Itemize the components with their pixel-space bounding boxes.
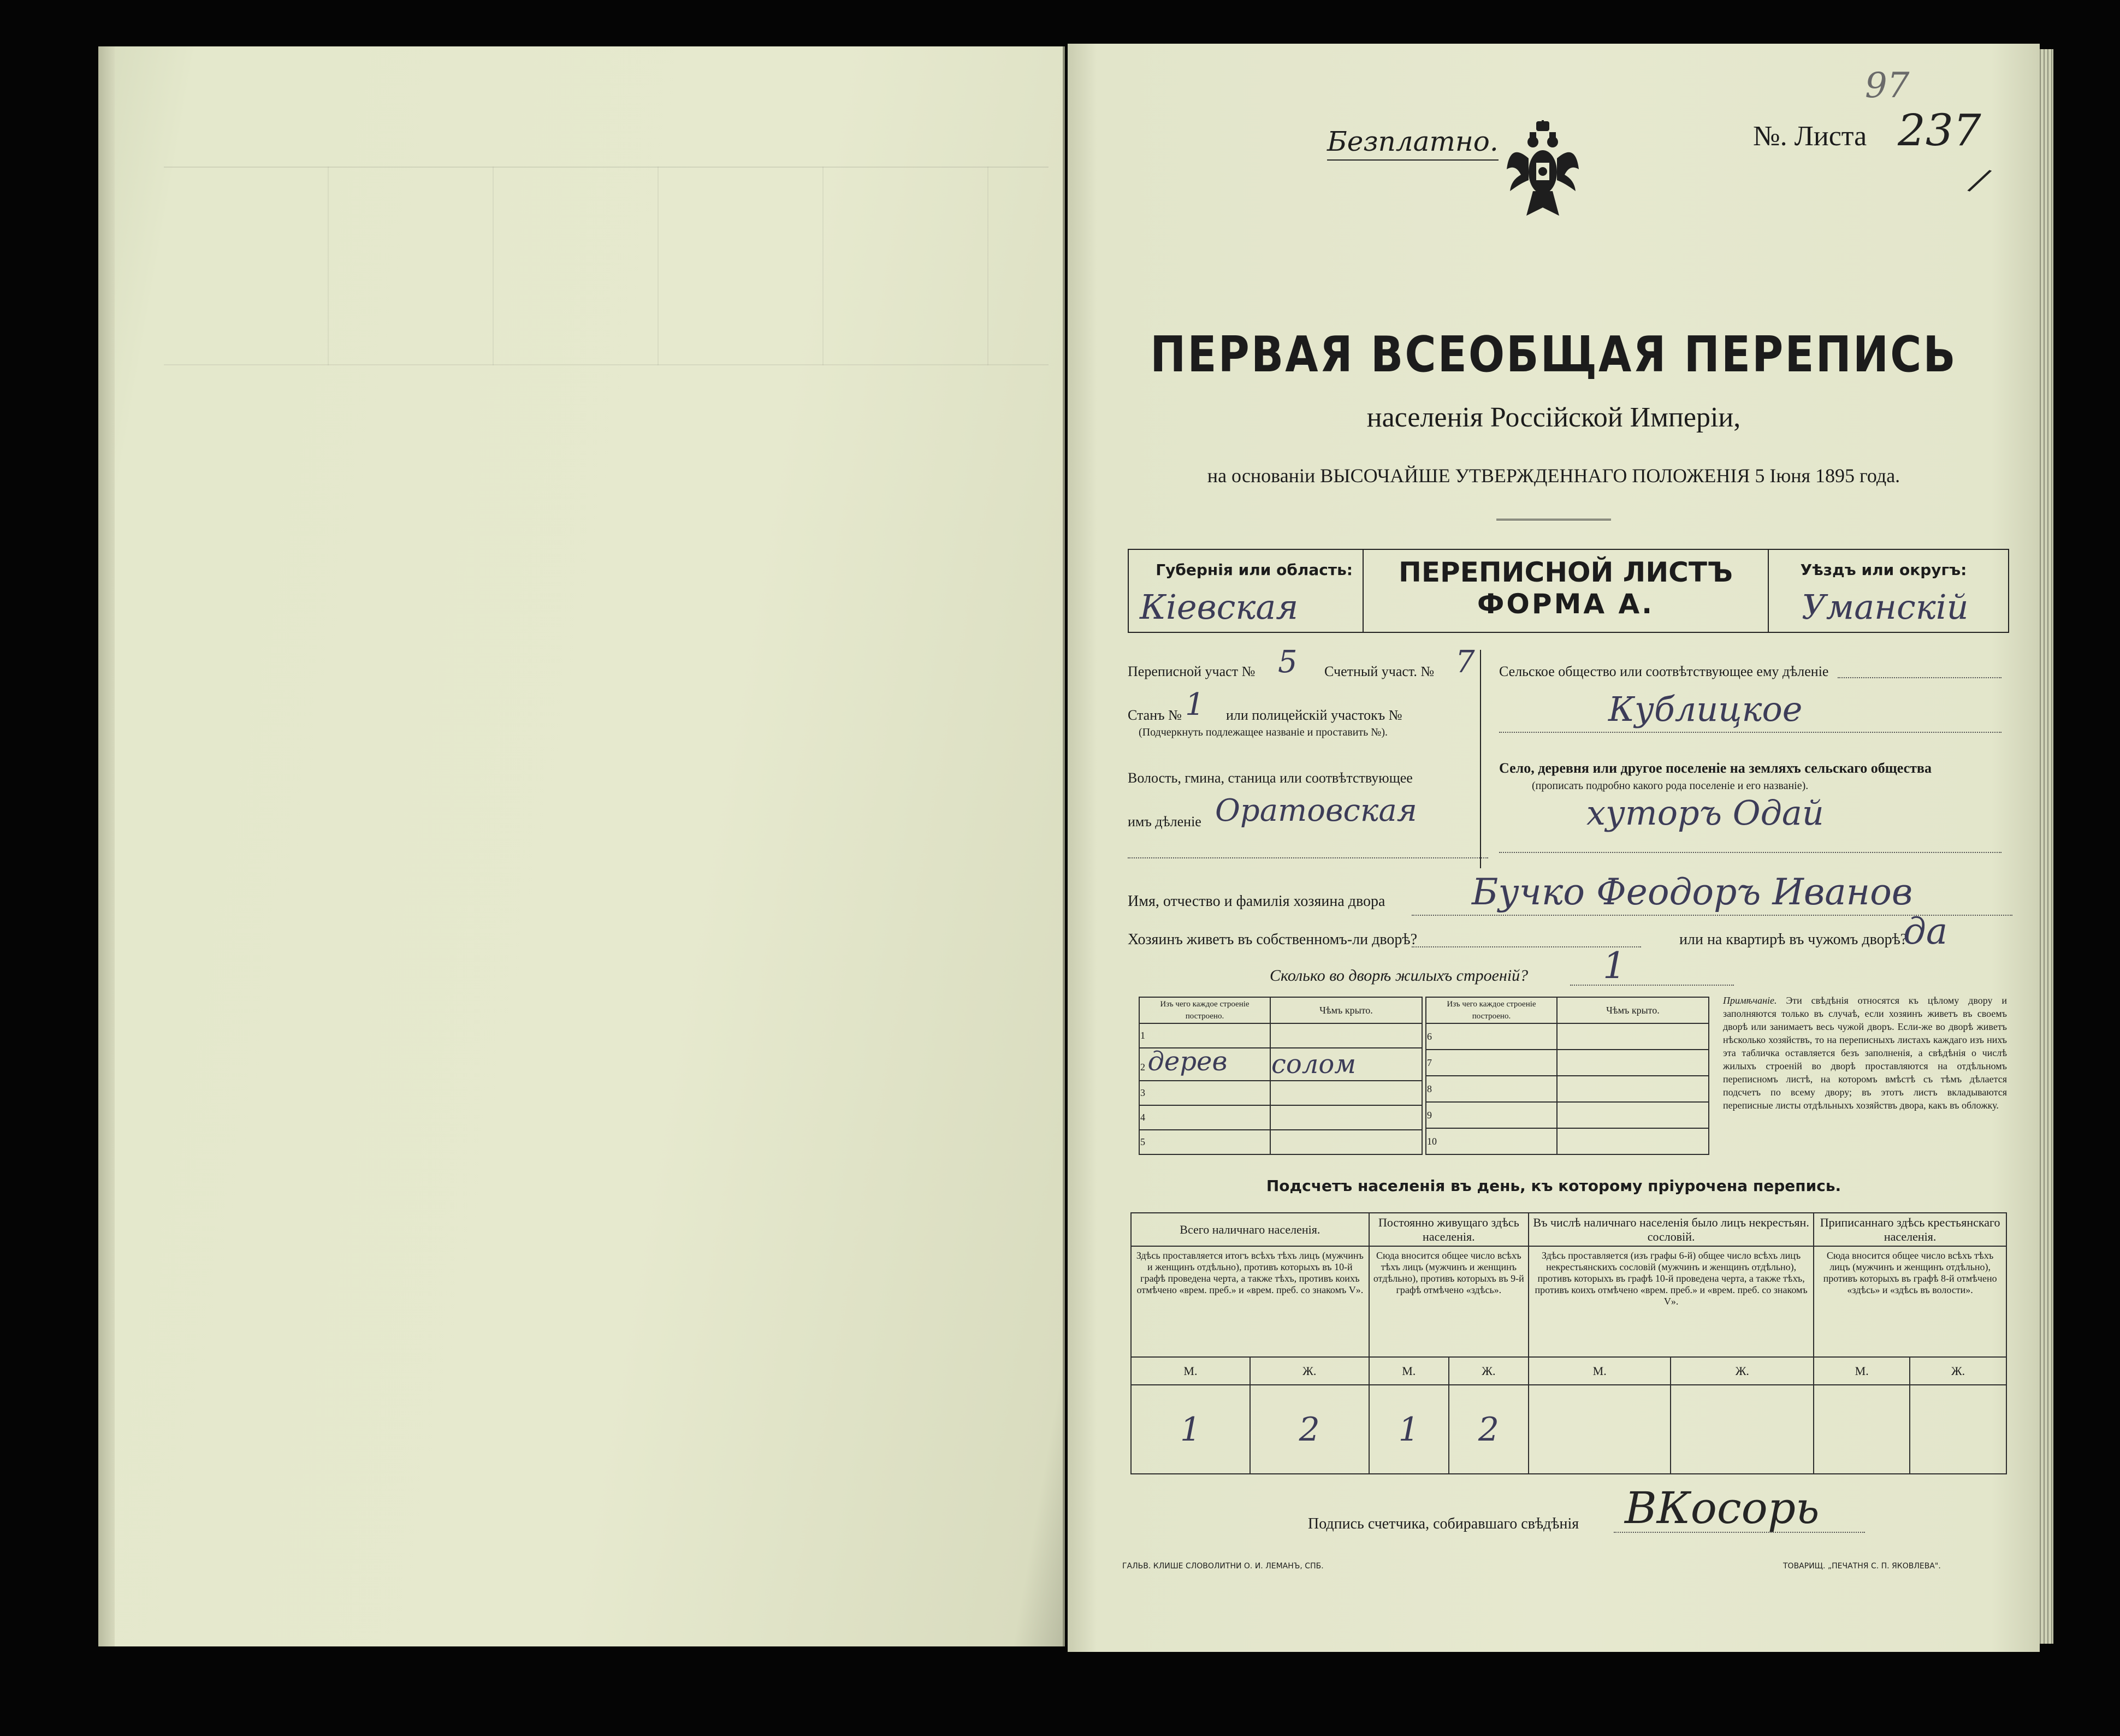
lives-rent-label: или на квартирѣ въ чужомъ дворѣ? (1679, 931, 1908, 948)
table-row: 2 дерев солом (1139, 1048, 1422, 1081)
police-label: или полицейскій участокъ № (1226, 707, 1402, 723)
signature-value: ВКосорь (1625, 1483, 1820, 1533)
bleed-through-table (164, 167, 1049, 365)
count-col-4-header: Приписаннаго здѣсь крестьянскаго населенія. (1814, 1213, 2006, 1246)
m-label: М. (1131, 1357, 1250, 1385)
m-label: М. (1369, 1357, 1449, 1385)
count-value (1529, 1385, 1671, 1474)
count-col-2-desc: Сюда вносится общее число всѣхъ тѣхъ лицъ (мужчинъ и женщинъ отдѣльно), противъ которыхъ въ 9-й графѣ отмѣчено «здѣсь». (1369, 1246, 1529, 1357)
col-roof-header: Чѣмъ крыто. (1270, 997, 1422, 1023)
stan-label: Станъ № (1128, 707, 1182, 723)
village-note: (прописать подробно какого рода поселеніе и его названіе). (1532, 780, 1809, 792)
volost-label: Волость, гмина, станица или соотвѣтствующее (1128, 770, 1413, 786)
buildings-note (1723, 994, 2007, 1112)
free-label: Безплатно. (1327, 126, 1499, 161)
buildings-value: 1 (1603, 945, 1626, 987)
count-col-1-desc: Здѣсь проставляется итогъ всѣхъ тѣхъ лицъ (мужчинъ и женщинъ отдѣльно), противъ которыхъ въ 10-й графѣ проведена черта, а также тѣхъ, противъ коихъ отмѣчено «врем. преб.» и «врем. преб. со знакомъ V». (1131, 1246, 1369, 1357)
fields-divider (1480, 650, 1481, 868)
form-title-line2: ФОРМА А. (1477, 588, 1655, 620)
left-page-blank (98, 46, 1065, 1646)
pencil-folio-number: 97 (1865, 66, 1910, 106)
buildings-label: Сколько во дворѣ жилыхъ строеній? (1270, 967, 1529, 985)
uezd-label: Уѣздъ или округъ: (1800, 561, 1967, 579)
count-col-1-header: Всего наличнаго населенія. (1131, 1213, 1369, 1246)
count-col-4-desc: Сюда вносится общее число всѣхъ тѣхъ лицъ (мужчинъ и женщинъ отдѣльно), противъ которыхъ въ графѣ 8-й отмѣчено «здѣсь» и «здѣсь въ волости». (1814, 1246, 2006, 1357)
lives-value: да (1903, 910, 1948, 952)
volost-label-2: имъ дѣленіе (1128, 814, 1201, 830)
signature-label: Подпись счетчика, собиравшаго свѣдѣнія (1308, 1515, 1579, 1532)
table-row: 8 (1426, 1076, 1709, 1102)
f-label: Ж. (1910, 1357, 2006, 1385)
census-form-page (1068, 44, 2040, 1652)
left-page-edge (98, 46, 115, 1646)
uchastok-label: Переписной участ № (1128, 663, 1256, 679)
uchastok-value: 5 (1278, 644, 1298, 680)
volost-value: Оратовская (1215, 793, 1417, 828)
schet-value: 7 (1455, 644, 1475, 680)
main-title: ПЕРВАЯ ВСЕОБЩАЯ ПЕРЕПИСЬ (1150, 327, 1957, 383)
count-value: 2 (1449, 1385, 1529, 1474)
count-value: 1 (1131, 1385, 1250, 1474)
col-material-header-2: Изъ чего каждое строеніе построено. (1426, 997, 1557, 1023)
table-row: 7 (1426, 1050, 1709, 1076)
ornament-divider (1496, 519, 1611, 528)
society-value: Кублицкое (1608, 689, 1803, 729)
count-col-3-header: Въ числѣ наличнаго населенія было лицъ некрестьян. сословій. (1529, 1213, 1814, 1246)
subtitle: населенія Россійской Имперіи, (1366, 402, 1741, 433)
table-row: 6 (1426, 1023, 1709, 1050)
society-label: Сельское общество или соотвѣтствующее ему дѣленіе (1499, 663, 1829, 679)
note-title: Примѣчаніе. (1723, 995, 1777, 1006)
count-value: 1 (1369, 1385, 1449, 1474)
count-value (1671, 1385, 1814, 1474)
table-row: 5 (1139, 1130, 1422, 1154)
uezd-box (1768, 550, 2008, 632)
lives-own-label: Хозяинъ живетъ въ собственномъ-ли дворѣ? (1128, 931, 1418, 948)
buildings-table-right (1425, 997, 1709, 1155)
count-title: Подсчетъ населенія въ день, къ которому пріурочена перепись. (1266, 1177, 1841, 1195)
form-title-line1: ПЕРЕПИСНОЙ ЛИСТЪ (1399, 556, 1733, 588)
count-col-2-header: Постоянно живущаго здѣсь населенія. (1369, 1213, 1529, 1246)
table-row: 4 (1139, 1105, 1422, 1130)
location-fields (1128, 639, 1488, 868)
legal-basis: на основаніи ВЫСОЧАЙШЕ УТВЕРЖДЕННАГО ПОЛОЖЕНІЯ 5 Іюня 1895 года. (1207, 465, 1900, 487)
form-title-box (1364, 550, 1768, 632)
col-material-header: Изъ чего каждое строеніе построено. (1139, 997, 1270, 1023)
note-text: Эти свѣдѣнія относятся къ цѣлому двору и заполняются только въ случаѣ, если хозяинъ живетъ въ своемъ дворѣ или занимаетъ весь чужой дворъ. Если-же во дворѣ живетъ нѣсколько хозяйствъ, то на переписныхъ листахъ каждаго изъ нихъ эта табличка оставляется безъ заполненія, а свѣдѣнія о числѣ жилыхъ строеній во дворѣ проставляются на отдѣльномъ переписномъ листѣ, на которомъ вмѣстѣ съ тѣмъ дѣлается подсчетъ по всему двору; въ этотъ листъ вкладываются переписные листы отдѣльныхъ хозяйствъ двора, какъ въ обложку. (1723, 995, 2008, 1111)
col-roof-header-2: Чѣмъ крыто. (1557, 997, 1709, 1023)
population-count-table (1130, 1212, 2007, 1474)
sheet-number-value: 237 (1898, 105, 1981, 156)
underline-note: (Подчеркнуть подлежащее названіе и проставить №). (1139, 726, 1388, 738)
double-headed-eagle-emblem (1505, 120, 1581, 224)
f-label: Ж. (1250, 1357, 1369, 1385)
f-label: Ж. (1671, 1357, 1814, 1385)
buildings-table-left (1139, 997, 1423, 1155)
sheet-number-suffix: / (1968, 160, 1992, 200)
count-value (1814, 1385, 1910, 1474)
page-stack-edge (2037, 49, 2053, 1644)
gubernia-value: Кіевская (1140, 587, 1299, 627)
f-label: Ж. (1449, 1357, 1529, 1385)
count-value (1910, 1385, 2006, 1474)
count-value: 2 (1250, 1385, 1369, 1474)
uezd-value: Уманскій (1802, 587, 1969, 627)
settlement-fields (1499, 639, 2012, 868)
count-col-3-desc: Здѣсь проставляется (изъ графы 6-й) общее число всѣхъ лицъ некрестьянскихъ сословій (мужчинъ и женщинъ отдѣльно), противъ которыхъ въ графѣ 10-й проведена черта, а также тѣхъ, противъ коихъ отмѣчено «врем. преб.» и «врем. преб. со знакомъ V». (1529, 1246, 1814, 1357)
form-header-frame (1128, 549, 2009, 633)
schet-label: Счетный участ. № (1324, 663, 1435, 679)
table-row: 9 (1426, 1102, 1709, 1128)
printer-footer-left: ГАЛЬВ. КЛИШЕ СЛОВОЛИТНИ О. И. ЛЕМАНЪ, СПБ. (1122, 1562, 1324, 1571)
owner-value: Бучко Феодоръ Иванов (1472, 871, 1913, 913)
owner-label: Имя, отчество и фамилія хозяина двора (1128, 893, 1385, 910)
table-row: 3 (1139, 1081, 1422, 1105)
table-row: 1 (1139, 1023, 1422, 1048)
village-value: хуторъ Одай (1586, 793, 1824, 833)
table-row: 10 (1426, 1128, 1709, 1154)
printer-footer-right: ТОВАРИЩ. „ПЕЧАТНЯ С. П. ЯКОВЛЕВА". (1783, 1562, 1941, 1571)
sheet-number-label: №. Листа (1753, 121, 1867, 152)
gubernia-box (1129, 550, 1364, 632)
stan-value: 1 (1185, 687, 1205, 722)
m-label: М. (1529, 1357, 1671, 1385)
village-label: Село, деревня или другое поселеніе на земляхъ сельскаго общества (1499, 760, 1932, 776)
gubernia-label: Губернія или область: (1156, 561, 1353, 579)
m-label: М. (1814, 1357, 1910, 1385)
